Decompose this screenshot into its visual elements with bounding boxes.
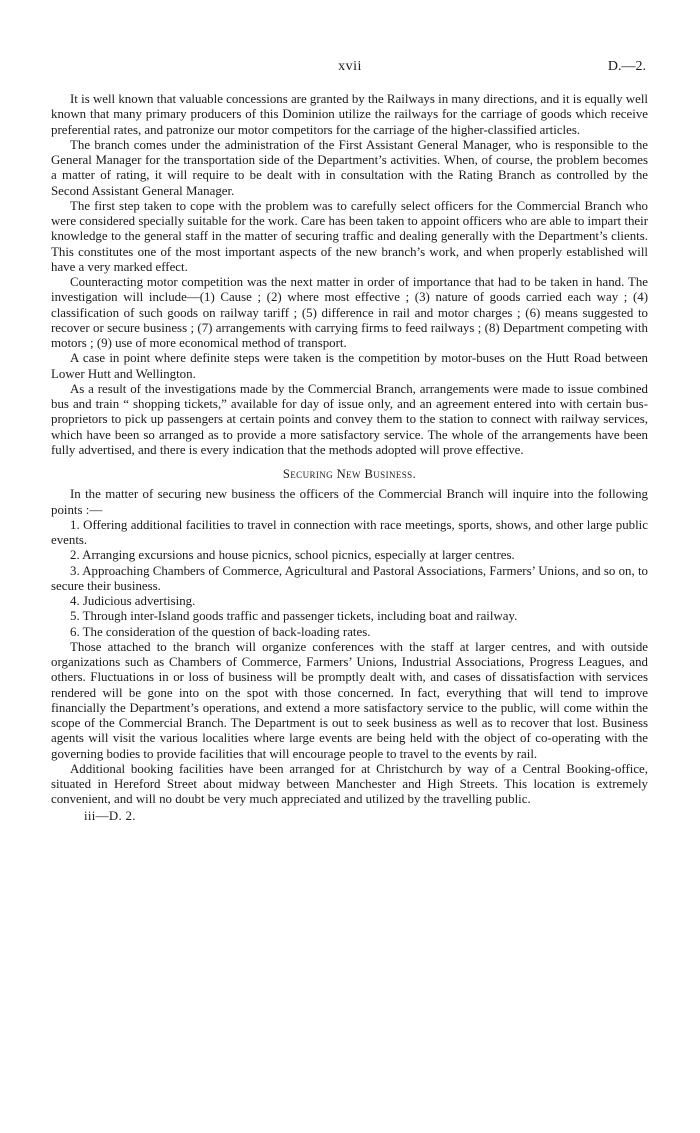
list-item: 6. The consideration of the question of back-loading rates.: [70, 624, 371, 639]
page-footer-signature: iii—D. 2.: [84, 808, 136, 823]
page-number: xvii: [338, 59, 362, 74]
list-item: 3. Approaching Chambers of Commerce, Agricultural and Pastoral Associations, Farmers’ Unions, and so on, to secure their business.: [51, 563, 648, 593]
paragraph: Those attached to the branch will organize conferences with the staff at larger centres, and with outside organizations such as Chambers of Commerce, Farmers’ Unions, Industrial Associations, Progress Leagues, and others. Fluctuations in or loss of business will be promptly dealt with, and cases of dissatisfaction with services rendered will be gone into on the spot with those concerned. In fact, everything that will tend to improve financially the Department’s operations, and extend a more satisfactory service to the public, will come within the scope of the Commercial Branch. The Department is out to seek business as well as to recover that lost. Business agents will visit the various localities where large events are being held with the object of co-operating with the governing bodies to provide facilities that will encourage people to travel to the events by rail.: [51, 639, 648, 761]
body-text: [51, 92, 648, 824]
paragraph: As a result of the investigations made by the Commercial Branch, arrangements were made to issue combined bus and train “ shopping tickets,” available for day of issue only, and an agreement entered into with certain bus-proprietors to pick up passengers at certain points and convey them to the station to connect with railway services, which have been so arranged as to provide a more satisfactory service. The whole of the arrangements have been fully advertised, and there is every indication that the methods adopted will prove effective.: [51, 381, 648, 457]
list-item: 5. Through inter-Island goods traffic and passenger tickets, including boat and railway.: [70, 609, 518, 624]
document-reference: D.—2.: [607, 59, 646, 74]
paragraph: The first step taken to cope with the problem was to carefully select officers for the Commercial Branch who were considered specially suitable for the work. Care has been taken to appoint officers who are able to impart their knowledge to the general staff in the matter of securing traffic and dealing generally with the Department’s clients. This constitutes one of the most important aspects of the new branch’s work, and when properly established will have a very marked effect.: [51, 198, 648, 274]
section-heading: Securing New Business.: [282, 467, 417, 481]
list-item: 4. Judicious advertising.: [70, 594, 196, 608]
paragraph: A case in point where definite steps were taken is the competition by motor-buses on the Hutt Road between Lower Hutt and Wellington.: [51, 351, 648, 381]
paragraph: The branch comes under the administration of the First Assistant General Manager, who is responsible to the General Manager for the transportation side of the Department’s activities. When, of course, the problem becomes a matter of rating, it will require to be dealt with in consultation with the Rating Branch as controlled by the Second Assistant General Manager.: [51, 137, 648, 198]
paragraph: It is well known that valuable concessions are granted by the Railways in many directions, and it is equally well known that many primary producers of this Dominion utilize the railways for the carriage of goods which receive preferential rates, and patronize our motor competitors for the carriage of the higher-classified articles.: [51, 92, 648, 137]
paragraph: In the matter of securing new business the officers of the Commercial Branch will inquire into the following points :—: [51, 487, 648, 517]
paragraph: Counteracting motor competition was the next matter in order of importance that had to be taken in hand. The investigation will include—(1) Cause ; (2) where most effective ; (3) nature of goods carried each way ; (4) classification of such goods on railway tariff ; (5) difference in rail and motor charges ; (6) means suggested to recover or secure business ; (7) arrangements with carrying firms to feed railways ; (8) Department competing with motors ; (9) use of more economical method of transport.: [51, 275, 648, 350]
paragraph: Additional booking facilities have been arranged for at Christchurch by way of a Central Booking-office, situated in Hereford Street about midway between Manchester and High Streets. This location is extremely convenient, and will no doubt be very much appreciated and utilized by the travelling public.: [51, 761, 648, 807]
list-item: 2. Arranging excursions and house picnics, school picnics, especially at larger centres.: [70, 548, 515, 563]
page-header: [0, 59, 700, 79]
list-item: 1. Offering additional facilities to travel in connection with race meetings, sports, shows, and other large public events.: [51, 517, 648, 547]
